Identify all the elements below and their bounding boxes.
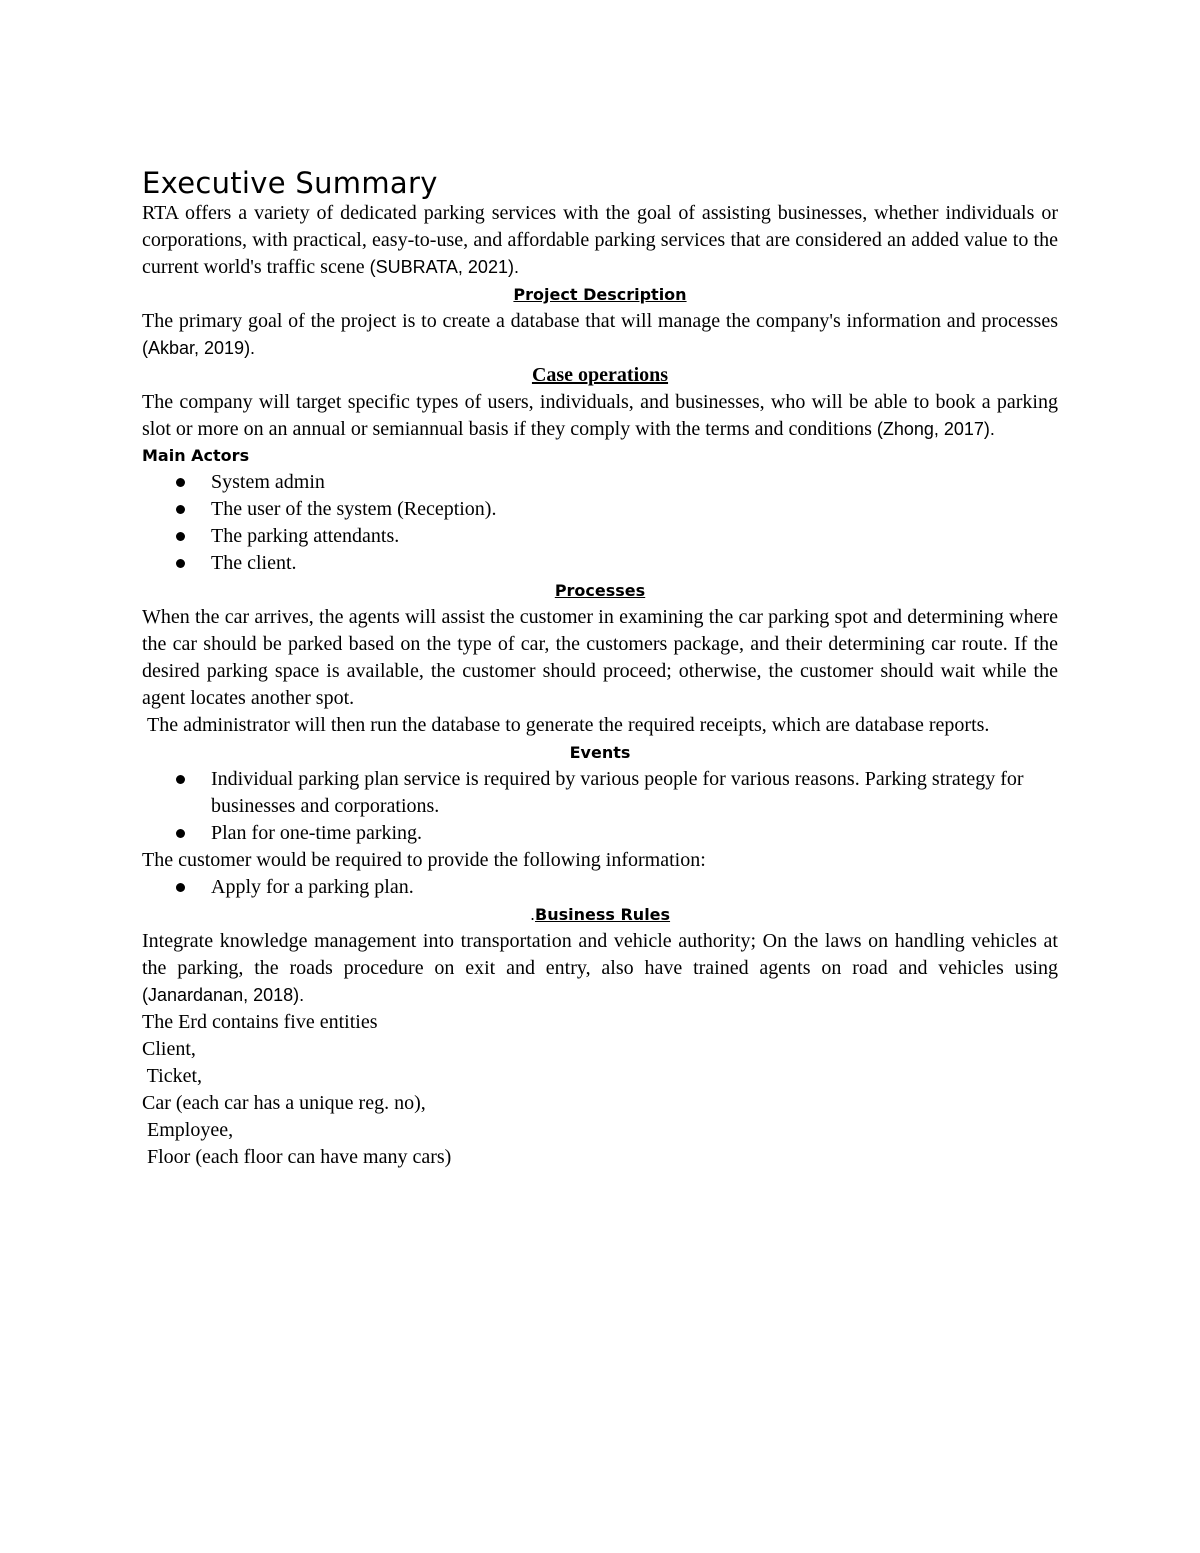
- bullet-icon: [176, 829, 185, 838]
- processes-paragraph-1: When the car arrives, the agents will assist the customer in examining the car parking spot and determining where the car should be parked based on the type of car, the customers package, and their determining car route. If the desired parking space is available, the customer should proceed; otherwise, the customer should wait while the agent locates another spot.: [142, 606, 1058, 709]
- list-item-text: The user of the system (Reception).: [211, 498, 497, 520]
- business-rules-heading: Business Rules: [535, 905, 671, 924]
- events-list: [142, 766, 1058, 847]
- events-info-list: [142, 874, 1058, 901]
- list-item: [142, 874, 1058, 901]
- list-item: [142, 469, 1058, 496]
- business-rules-text: Integrate knowledge management into transportation and vehicle authority; On the laws on handling vehicles at the parking, the roads procedure on exit and entry, also have trained agents on road and vehicles using: [142, 930, 1058, 979]
- business-rules-paragraph: [142, 928, 1058, 1009]
- erd-entity-car: Car (each car has a unique reg. no),: [142, 1092, 426, 1114]
- business-rules-heading-row: [142, 901, 1058, 928]
- bullet-icon: [176, 532, 185, 541]
- intro-paragraph: [142, 200, 1058, 281]
- erd-intro: The Erd contains five entities: [142, 1011, 378, 1033]
- list-item-text: Plan for one-time parking.: [211, 822, 423, 844]
- case-operations-heading: Case operations: [531, 364, 669, 386]
- list-item-text: The parking attendants.: [211, 525, 400, 547]
- business-rules-prefix: .: [529, 905, 536, 924]
- case-operations-paragraph: [142, 389, 1058, 443]
- intro-citation: (SUBRATA, 2021).: [369, 257, 519, 277]
- project-description-text: The primary goal of the project is to create a database that will manage the company's information and processes: [142, 310, 1058, 332]
- list-item: [142, 550, 1058, 577]
- list-item-text: The client.: [211, 552, 297, 574]
- project-description-paragraph: [142, 308, 1058, 362]
- project-description-citation: (Akbar, 2019).: [142, 338, 256, 358]
- main-actors-list: [142, 469, 1058, 577]
- list-item-text: Apply for a parking plan.: [211, 876, 414, 898]
- erd-entity-client: Client,: [142, 1038, 196, 1060]
- list-item: [142, 523, 1058, 550]
- case-operations-citation: (Zhong, 2017).: [876, 419, 995, 439]
- intro-text: RTA offers a variety of dedicated parking services with the goal of assisting businesses, whether individuals or corporations, with practical, easy-to-use, and affordable parking services that are considered an added value to the current world's traffic scene: [142, 202, 1058, 278]
- case-operations-text: The company will target specific types of users, individuals, and businesses, who will be able to book a parking slot or more on an annual or semiannual basis if they comply with the terms and conditions: [142, 391, 1058, 440]
- list-item: [142, 820, 1058, 847]
- erd-entity-ticket: Ticket,: [142, 1065, 203, 1087]
- bullet-icon: [176, 775, 185, 784]
- bullet-icon: [176, 883, 185, 892]
- erd-entity-floor: Floor (each floor can have many cars): [142, 1146, 452, 1168]
- list-item-text: System admin: [211, 471, 325, 493]
- processes-paragraph-2: The administrator will then run the database to generate the required receipts, which are database reports.: [142, 714, 990, 736]
- document-page: [142, 166, 1058, 1171]
- business-rules-citation: (Janardanan, 2018).: [142, 985, 305, 1005]
- project-description-heading: Project Description: [513, 285, 687, 304]
- main-actors-heading: Main Actors: [142, 446, 250, 465]
- list-item: [142, 766, 1058, 820]
- document-title: Executive Summary: [142, 166, 438, 200]
- bullet-icon: [176, 478, 185, 487]
- events-heading: Events: [569, 743, 631, 762]
- list-item: [142, 496, 1058, 523]
- events-info-line: The customer would be required to provide the following information:: [142, 849, 706, 871]
- processes-heading: Processes: [554, 581, 646, 600]
- bullet-icon: [176, 505, 185, 514]
- bullet-icon: [176, 559, 185, 568]
- list-item-text: Individual parking plan service is required by various people for various reasons. Parking strategy for businesses and corporations.: [211, 768, 1024, 817]
- erd-entity-employee: Employee,: [142, 1119, 234, 1141]
